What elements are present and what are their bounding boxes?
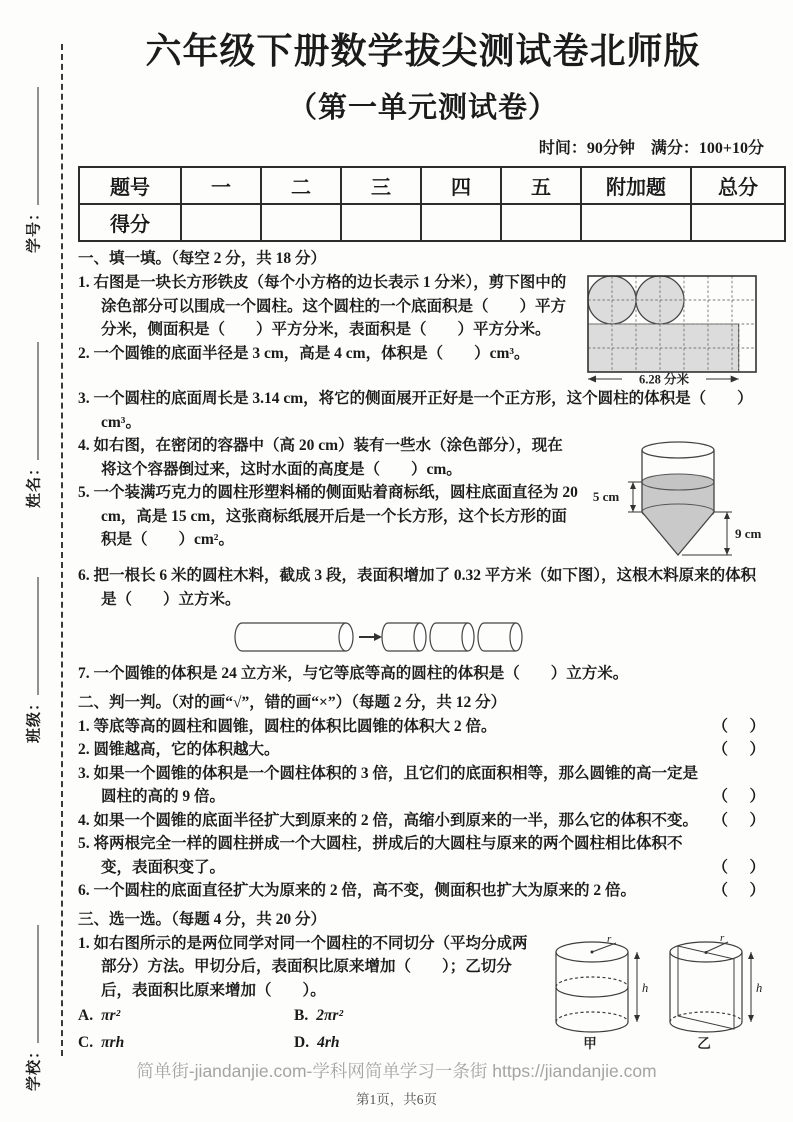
judge-question-3 [78,762,768,809]
score-table-header: 四 [421,167,501,204]
score-table-header: 附加题 [581,167,691,204]
answer-paren: （ ） [712,717,768,735]
question-text: 把一根长 6 米的圆柱木料，截成 3 段，表面积增加了 0.32 平方米（如下图），这根木料原来的体积是（ ）立方米。 [93,567,757,608]
score-table-header: 二 [261,167,341,204]
judge-question-2 [78,738,768,762]
option-c: C. πrh [78,1034,125,1051]
sidebar-field-class [23,577,44,743]
height-label: h [642,980,649,995]
score-cell [261,204,341,241]
page-number: 第1页，共6页 [356,1092,437,1107]
sidebar-dashed-divider [61,44,63,1056]
right-cylinder-caption: 乙 [697,1035,711,1051]
question-text: 右图是一块长方形铁皮（每个小方格的边长表示 1 分米），剪下图中的涂色部分可以围成一个圆柱。这个圆柱的一个底面积是（ ）平方分米，侧面积是（ ）平方分米，表面积是（ ）平方分米。 [93,274,567,338]
score-table-header: 五 [501,167,581,204]
fill-question-3 [78,387,768,434]
score-cell [581,204,691,241]
score-cell [421,204,501,241]
question-text: 一个圆柱的底面周长是 3.14 cm，将它的侧面展开正好是一个正方形，这个圆柱的体积是（ ）cm³。 [93,390,753,431]
question-number: 1. [78,274,90,291]
score-table-header: 一 [181,167,261,204]
question-text: 4. 如果一个圆锥的底面半径扩大到原来的 2 倍，高缩小到原来的一半，那么它的体积不变。 [78,811,699,829]
name-blank-line [28,342,39,460]
student-id-label: 学号： [26,204,43,254]
judge-section-heading: 二、判一判。（对的画“√”，错的画“×”）（每题 2 分，共 12 分） [78,693,507,711]
name-label: 姓名： [26,459,43,509]
option-a: A. πr² [78,1007,121,1024]
score-cell [501,204,581,241]
radius-label: r [720,931,725,944]
question-text: 一个圆锥的底面半径是 3 cm，高是 4 cm，体积是（ ）cm³。 [93,344,530,362]
score-table-header: 题号 [79,167,181,204]
question-number: 1. [78,934,90,952]
height-label: h [756,980,763,995]
judge-question-4 [78,809,768,833]
fill-question-group-4-5 [78,434,768,564]
judge-question-6 [78,879,768,903]
answer-paren: （ ） [712,788,768,805]
fill-section-heading: 一、填一填。（每空 2 分，共 18 分） [78,250,327,267]
page-title: 六年级下册数学拔尖测试卷北师版 [145,31,701,71]
page-subtitle: （第一单元测试卷） [287,92,558,124]
option-d: D. 4rh [294,1034,340,1051]
class-label: 班级： [26,694,43,744]
fill-question-7 [78,662,768,686]
water-height-label: 5 cm [592,489,620,504]
fill-question-group-1-2 [78,271,768,387]
question-text: 1. 等底等高的圆柱和圆锥，圆柱的体积比圆锥的体积大 2 倍。 [78,717,497,735]
question-text: 2. 圆锥越高，它的体积越大。 [78,741,280,758]
question-text: 一个圆锥的体积是 24 立方米，与它等底等高的圆柱的体积是（ ）立方米。 [93,665,629,682]
score-table-header: 三 [341,167,421,204]
answer-paren: （ ） [712,858,768,876]
cylinder-cut-comparison-figure [540,931,768,1052]
fill-question-6 [78,564,768,611]
score-cell [341,204,421,241]
question-text: 一个装满巧克力的圆柱形塑料桶的侧面贴着商标纸，圆柱底面直径为 20 cm，高是 15 cm，这张商标纸展开后是一个长方形，这个长方形的面积是（ ）cm²。 [93,484,578,548]
score-table-header: 总分 [691,167,785,204]
sidebar-field-name [23,342,44,508]
radius-label: r [607,932,612,945]
question-number: 6. [78,567,90,584]
cone-height-label: 9 cm [735,526,762,541]
question-text: 如右图，在密闭的容器中（高 20 cm）装有一些水（涂色部分），现在将这个容器倒过来，这时水面的高度是（ ）cm。 [93,437,563,478]
choice-question-group [78,932,768,1057]
score-cell [691,204,785,241]
water-height-dimension [628,482,642,512]
question-number: 3. [78,390,90,407]
question-text: 3. 如果一个圆锥的体积是一个圆柱体积的 3 倍，且它们的底面积相等，那么圆锥的高一定是圆柱的高的 9 倍。 [78,764,699,805]
cut-cylinder-wood-figure [228,614,528,660]
school-blank-line [28,925,39,1043]
score-table-header-row [79,167,785,204]
score-row-label: 得分 [79,204,181,241]
score-table [78,166,786,242]
question-number: 5. [78,484,90,501]
footer-watermark: 简单街-jiandanjie.com-学科网简单学习一条街 https://jiandanjie.com [136,1061,657,1081]
score-table-score-row [79,204,785,241]
option-b: B. 2πr² [294,1007,344,1024]
question-number: 7. [78,665,90,682]
answer-paren: （ ） [712,741,768,758]
water-container-figure [586,436,768,562]
grid-tin-sheet-figure [578,273,768,385]
question-text: 6. 一个圆柱的底面直径扩大为原来的 2 倍，高不变，侧面积也扩大为原来的 2 倍。 [78,882,637,899]
paper-content [78,28,768,1056]
school-label: 学校： [26,1042,43,1092]
question-text: 5. 将两根完全一样的圆柱拼成一个大圆柱，拼成后的大圆柱与原来的两个圆柱相比体积不变，表面积变了。 [78,835,683,876]
sidebar-field-student-id [23,87,44,253]
exam-meta: 时间：90分钟 满分：100+10分 [538,140,764,157]
grid-dimension-label: 6.28 分米 [638,372,690,387]
judge-question-5 [78,832,768,879]
answer-paren: （ ） [712,882,768,899]
question-text: 如右图所示的是两位同学对同一个圆柱的不同切分（平均分成两部分）方法。甲切分后，表面积比原来增加（ ）；乙切分后，表面积比原来增加（ ）。 [93,934,528,999]
choice-section-heading: 三、选一选。（每题 4 分，共 20 分） [78,910,327,928]
question-number: 2. [78,344,90,362]
left-cylinder-caption: 甲 [583,1035,597,1051]
answer-paren: （ ） [712,811,768,829]
choice-options [78,1002,510,1056]
class-blank-line [28,577,39,695]
score-cell [181,204,261,241]
judge-question-1 [78,715,768,739]
student-id-blank-line [28,87,39,205]
question-number: 4. [78,437,90,454]
